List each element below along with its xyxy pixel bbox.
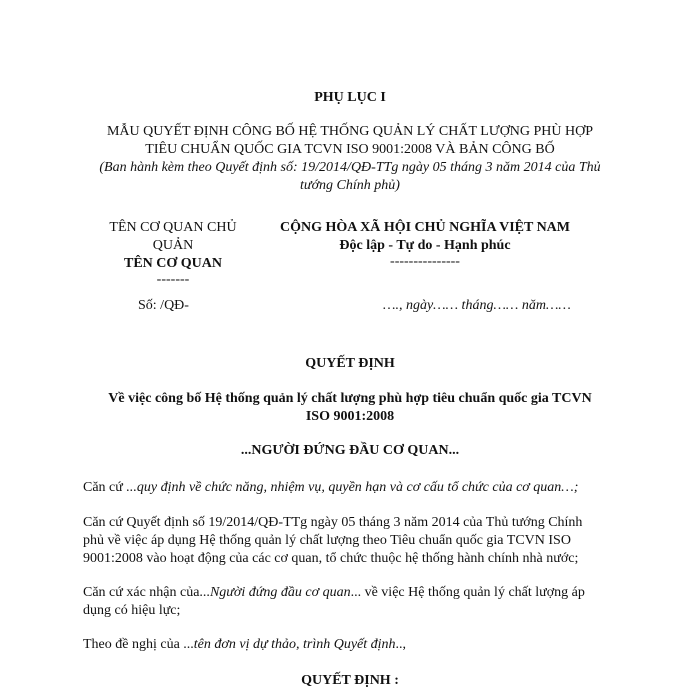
basis-3-suffix: ... về việc Hệ thống quản lý chất lượng áp bbox=[350, 585, 585, 600]
basis-1-italic: ...quy định về chức năng, nhiệm vụ, quyền hạn và cơ cấu tổ chức của cơ quan…; bbox=[126, 480, 579, 495]
issued-note-line2: tướng Chính phủ) bbox=[300, 178, 400, 193]
basis-3-italic: Người đứng đầu cơ quan bbox=[209, 585, 351, 600]
nation-name: CỘNG HÒA XÃ HỘI CHỦ NGHĨA VIỆT NAM bbox=[279, 220, 570, 235]
nation-motto: Độc lập - Tự do - Hạnh phúc bbox=[339, 238, 511, 253]
parent-agency-line1: TÊN CƠ QUAN CHỦ bbox=[109, 220, 237, 235]
decision-number: Số: /QĐ- bbox=[138, 298, 189, 313]
basis-1 bbox=[83, 480, 578, 496]
basis-3-prefix: Căn cứ xác nhận của... bbox=[83, 585, 210, 600]
decides-title: QUYẾT ĐỊNH : bbox=[301, 673, 399, 688]
subject-line2: ISO 9001:2008 bbox=[305, 409, 395, 424]
form-title-line2: TIÊU CHUẨN QUỐC GIA TCVN ISO 9001:2008 VÀ BẢN CÔNG BỐ bbox=[145, 142, 555, 157]
place-date: …., ngày…… tháng…… năm…… bbox=[383, 298, 571, 313]
proposal-italic: tên đơn vị dự thảo, trình Quyết định bbox=[193, 637, 396, 652]
basis-2-line3: 9001:2008 vào hoạt động của các cơ quan, tổ chức thuộc hệ thống hành chính nhà nước; bbox=[83, 551, 579, 566]
agency-underline: ------- bbox=[156, 272, 190, 287]
proposal-prefix: Theo đề nghị của ... bbox=[83, 637, 194, 652]
form-title-line1: MẪU QUYẾT ĐỊNH CÔNG BỐ HỆ THỐNG QUẢN LÝ CHẤT LƯỢNG PHÙ HỢP bbox=[106, 124, 594, 139]
parent-agency-line2: QUẢN bbox=[152, 238, 194, 253]
basis-1-prefix: Căn cứ bbox=[83, 480, 127, 495]
proposal bbox=[83, 637, 406, 653]
issued-note-line1: (Ban hành kèm theo Quyết định số: 19/2014/QĐ-TTg ngày 05 tháng 3 năm 2014 của Thủ bbox=[99, 160, 601, 175]
basis-2-line1: Căn cứ Quyết định số 19/2014/QĐ-TTg ngày 05 tháng 3 năm 2014 của Thủ tướng Chính bbox=[83, 515, 583, 530]
agency-name: TÊN CƠ QUAN bbox=[123, 256, 222, 271]
appendix-title: PHỤ LỤC I bbox=[314, 90, 386, 105]
head-title: ...NGƯỜI ĐỨNG ĐẦU CƠ QUAN... bbox=[240, 443, 460, 458]
basis-3-line2: dụng có hiệu lực; bbox=[83, 603, 181, 618]
subject-line1: Về việc công bố Hệ thống quản lý chất lượng phù hợp tiêu chuẩn quốc gia TCVN bbox=[108, 391, 592, 406]
basis-3-line1 bbox=[83, 585, 585, 601]
proposal-suffix: .., bbox=[395, 637, 407, 652]
decision-title: QUYẾT ĐỊNH bbox=[305, 356, 395, 371]
basis-2-line2: phủ về việc áp dụng Hệ thống quản lý chất lượng theo Tiêu chuẩn quốc gia TCVN ISO bbox=[83, 533, 571, 548]
nation-underline: --------------- bbox=[390, 254, 460, 269]
